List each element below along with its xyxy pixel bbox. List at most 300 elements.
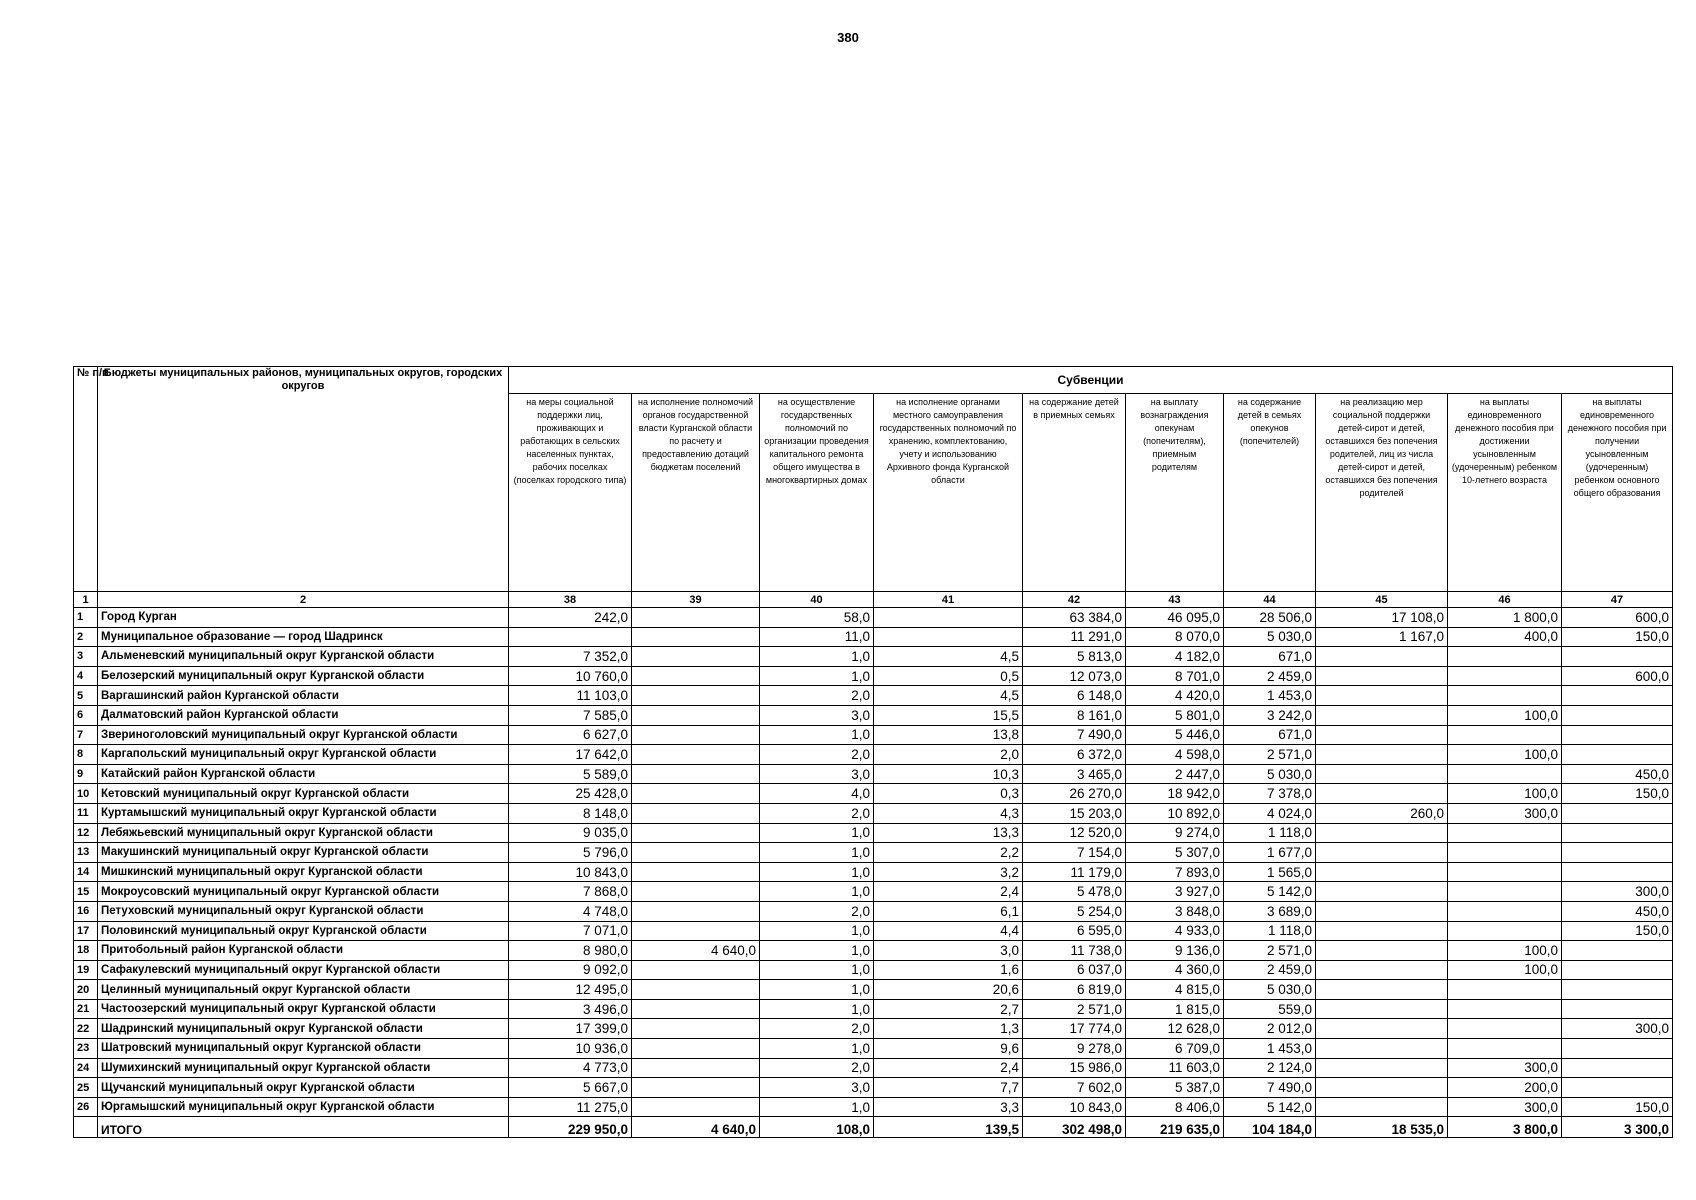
row-number: 8 xyxy=(74,745,98,765)
municipality-name: Петуховский муниципальный округ Курганской области xyxy=(98,901,509,921)
value-cell: 3 927,0 xyxy=(1126,882,1224,902)
municipality-name: Шатровский муниципальный округ Курганской области xyxy=(98,1039,509,1059)
value-cell: 26 270,0 xyxy=(1023,784,1126,804)
table-row xyxy=(74,725,1673,745)
value-cell: 3 242,0 xyxy=(1224,705,1316,725)
value-cell xyxy=(1316,1058,1448,1078)
table-row xyxy=(74,627,1673,647)
value-cell: 100,0 xyxy=(1448,745,1562,765)
row-number: 18 xyxy=(74,941,98,961)
row-number: 5 xyxy=(74,686,98,706)
value-cell: 12 495,0 xyxy=(509,980,632,1000)
table-row xyxy=(74,1058,1673,1078)
value-cell: 46 095,0 xyxy=(1126,608,1224,628)
value-cell xyxy=(632,843,760,863)
value-cell: 28 506,0 xyxy=(1224,608,1316,628)
value-cell xyxy=(874,627,1023,647)
total-value-cell: 4 640,0 xyxy=(632,1117,760,1138)
value-cell: 4,4 xyxy=(874,921,1023,941)
value-cell: 5 030,0 xyxy=(1224,627,1316,647)
value-cell: 150,0 xyxy=(1562,784,1673,804)
value-cell: 8 070,0 xyxy=(1126,627,1224,647)
subventions-table xyxy=(73,366,1673,1138)
value-cell: 4,5 xyxy=(874,647,1023,667)
value-cell: 2,0 xyxy=(760,1019,874,1039)
value-cell: 1 118,0 xyxy=(1224,823,1316,843)
municipality-name: Мишкинский муниципальный округ Курганской области xyxy=(98,862,509,882)
value-cell: 4 748,0 xyxy=(509,901,632,921)
table-row xyxy=(74,1097,1673,1117)
value-cell: 300,0 xyxy=(1448,1058,1562,1078)
value-cell: 13,8 xyxy=(874,725,1023,745)
value-cell xyxy=(1316,647,1448,667)
value-cell: 1 453,0 xyxy=(1224,1039,1316,1059)
total-value-cell: 229 950,0 xyxy=(509,1117,632,1138)
value-cell: 4 933,0 xyxy=(1126,921,1224,941)
value-cell: 6 627,0 xyxy=(509,725,632,745)
value-cell xyxy=(1562,1058,1673,1078)
value-cell xyxy=(632,921,760,941)
row-number: 15 xyxy=(74,882,98,902)
total-label: ИТОГО xyxy=(98,1117,509,1138)
value-cell xyxy=(632,745,760,765)
value-cell: 1 167,0 xyxy=(1316,627,1448,647)
value-cell xyxy=(1316,901,1448,921)
value-cell: 10,3 xyxy=(874,764,1023,784)
value-cell xyxy=(1448,921,1562,941)
municipality-name: Половинский муниципальный округ Курганской области xyxy=(98,921,509,941)
total-row xyxy=(74,1117,1673,1138)
value-cell xyxy=(1316,862,1448,882)
value-cell: 11 103,0 xyxy=(509,686,632,706)
municipality-name: Притобольный район Курганской области xyxy=(98,941,509,961)
value-cell: 0,5 xyxy=(874,666,1023,686)
value-cell: 17 642,0 xyxy=(509,745,632,765)
value-cell: 7 071,0 xyxy=(509,921,632,941)
value-cell xyxy=(1448,862,1562,882)
value-cell: 1 453,0 xyxy=(1224,686,1316,706)
subventions-header: Субвенции xyxy=(509,367,1673,394)
value-cell: 3,0 xyxy=(760,705,874,725)
value-cell xyxy=(1316,941,1448,961)
column-header: на реализацию мер социальной поддержки детей-сирот и детей, оставшихся без попечения родителей, лиц из числа детей-сирот и детей, оставшихся без попечения родителей xyxy=(1316,394,1448,592)
value-cell: 2 571,0 xyxy=(1224,941,1316,961)
table-row xyxy=(74,745,1673,765)
value-cell: 2,0 xyxy=(760,1058,874,1078)
table-row xyxy=(74,960,1673,980)
table-row xyxy=(74,1078,1673,1098)
value-cell: 1,0 xyxy=(760,862,874,882)
value-cell: 10 760,0 xyxy=(509,666,632,686)
header-row-top xyxy=(74,367,1673,394)
value-cell: 18 942,0 xyxy=(1126,784,1224,804)
value-cell: 4,0 xyxy=(760,784,874,804)
value-cell: 20,6 xyxy=(874,980,1023,1000)
value-cell xyxy=(1316,1078,1448,1098)
value-cell xyxy=(1316,843,1448,863)
value-cell: 200,0 xyxy=(1448,1078,1562,1098)
value-cell: 8 701,0 xyxy=(1126,666,1224,686)
column-index-cell: 47 xyxy=(1562,592,1673,608)
row-number: 7 xyxy=(74,725,98,745)
table-row xyxy=(74,1039,1673,1059)
value-cell xyxy=(1316,666,1448,686)
column-index-cell: 45 xyxy=(1316,592,1448,608)
value-cell: 5 030,0 xyxy=(1224,980,1316,1000)
value-cell xyxy=(1562,999,1673,1019)
value-cell: 9,6 xyxy=(874,1039,1023,1059)
value-cell: 4,5 xyxy=(874,686,1023,706)
value-cell xyxy=(1562,823,1673,843)
value-cell xyxy=(632,960,760,980)
value-cell: 150,0 xyxy=(1562,921,1673,941)
value-cell: 5 446,0 xyxy=(1126,725,1224,745)
value-cell: 1,0 xyxy=(760,843,874,863)
value-cell: 100,0 xyxy=(1448,941,1562,961)
municipality-name: Варгашинский район Курганской области xyxy=(98,686,509,706)
value-cell: 8 980,0 xyxy=(509,941,632,961)
value-cell: 1,0 xyxy=(760,647,874,667)
municipality-name: Белозерский муниципальный округ Курганской области xyxy=(98,666,509,686)
total-empty-cell xyxy=(74,1117,98,1138)
row-number: 1 xyxy=(74,608,98,628)
value-cell xyxy=(1562,705,1673,725)
value-cell: 11 738,0 xyxy=(1023,941,1126,961)
value-cell xyxy=(1562,941,1673,961)
value-cell: 600,0 xyxy=(1562,666,1673,686)
value-cell: 2 124,0 xyxy=(1224,1058,1316,1078)
value-cell xyxy=(1448,999,1562,1019)
value-cell xyxy=(1316,784,1448,804)
value-cell: 6,1 xyxy=(874,901,1023,921)
column-header: на содержание детей в семьях опекунов (попечителей) xyxy=(1224,394,1316,592)
value-cell: 1,0 xyxy=(760,1039,874,1059)
value-cell xyxy=(632,1039,760,1059)
value-cell xyxy=(1562,686,1673,706)
column-index-cell: 41 xyxy=(874,592,1023,608)
value-cell: 1,0 xyxy=(760,1097,874,1117)
value-cell: 2,2 xyxy=(874,843,1023,863)
value-cell: 4 182,0 xyxy=(1126,647,1224,667)
value-cell: 5 667,0 xyxy=(509,1078,632,1098)
value-cell xyxy=(509,627,632,647)
value-cell xyxy=(1448,1039,1562,1059)
value-cell xyxy=(632,901,760,921)
value-cell xyxy=(632,647,760,667)
table-row xyxy=(74,980,1673,1000)
value-cell: 2,4 xyxy=(874,882,1023,902)
total-value-cell: 104 184,0 xyxy=(1224,1117,1316,1138)
value-cell: 260,0 xyxy=(1316,803,1448,823)
value-cell: 2,7 xyxy=(874,999,1023,1019)
value-cell xyxy=(1316,823,1448,843)
value-cell: 3,0 xyxy=(874,941,1023,961)
page-number: 380 xyxy=(837,30,859,45)
table-row xyxy=(74,999,1673,1019)
value-cell: 4 420,0 xyxy=(1126,686,1224,706)
value-cell: 9 278,0 xyxy=(1023,1039,1126,1059)
value-cell xyxy=(632,608,760,628)
value-cell: 7 602,0 xyxy=(1023,1078,1126,1098)
row-number: 25 xyxy=(74,1078,98,1098)
value-cell: 7 378,0 xyxy=(1224,784,1316,804)
value-cell: 671,0 xyxy=(1224,647,1316,667)
value-cell xyxy=(1316,725,1448,745)
municipality-name: Сафакулевский муниципальный округ Курганской области xyxy=(98,960,509,980)
value-cell: 1 800,0 xyxy=(1448,608,1562,628)
value-cell: 63 384,0 xyxy=(1023,608,1126,628)
value-cell: 559,0 xyxy=(1224,999,1316,1019)
value-cell: 1 565,0 xyxy=(1224,862,1316,882)
value-cell xyxy=(1448,843,1562,863)
municipality-name: Мокроусовский муниципальный округ Курганской области xyxy=(98,882,509,902)
municipality-name: Целинный муниципальный округ Курганской области xyxy=(98,980,509,1000)
value-cell xyxy=(632,882,760,902)
value-cell: 4 815,0 xyxy=(1126,980,1224,1000)
value-cell: 2 012,0 xyxy=(1224,1019,1316,1039)
value-cell xyxy=(1448,725,1562,745)
row-number: 10 xyxy=(74,784,98,804)
municipality-name: Юргамышский муниципальный округ Курганской области xyxy=(98,1097,509,1117)
value-cell: 10 936,0 xyxy=(509,1039,632,1059)
value-cell: 6 148,0 xyxy=(1023,686,1126,706)
value-cell xyxy=(632,666,760,686)
value-cell: 300,0 xyxy=(1562,882,1673,902)
value-cell: 12 073,0 xyxy=(1023,666,1126,686)
row-number: 20 xyxy=(74,980,98,1000)
municipality-name: Катайский район Курганской области xyxy=(98,764,509,784)
value-cell xyxy=(1316,999,1448,1019)
column-index-cell: 38 xyxy=(509,592,632,608)
column-index-row xyxy=(74,592,1673,608)
row-number: 11 xyxy=(74,803,98,823)
value-cell xyxy=(1448,1019,1562,1039)
value-cell: 1 815,0 xyxy=(1126,999,1224,1019)
table-row xyxy=(74,784,1673,804)
value-cell: 2 459,0 xyxy=(1224,960,1316,980)
row-number: 19 xyxy=(74,960,98,980)
value-cell: 6 819,0 xyxy=(1023,980,1126,1000)
value-cell: 450,0 xyxy=(1562,764,1673,784)
value-cell: 3,2 xyxy=(874,862,1023,882)
num-column-header: № п/п xyxy=(74,367,98,592)
value-cell: 5 813,0 xyxy=(1023,647,1126,667)
municipality-name: Далматовский район Курганской области xyxy=(98,705,509,725)
column-index-cell: 1 xyxy=(74,592,98,608)
value-cell: 25 428,0 xyxy=(509,784,632,804)
value-cell: 7,7 xyxy=(874,1078,1023,1098)
municipality-name: Лебяжьевский муниципальный округ Курганской области xyxy=(98,823,509,843)
value-cell: 11 291,0 xyxy=(1023,627,1126,647)
column-header: на выплаты единовременного денежного пособия при получении усыновленным (удочеренным) ребенком основного общего образования xyxy=(1562,394,1673,592)
value-cell: 11 179,0 xyxy=(1023,862,1126,882)
value-cell: 15,5 xyxy=(874,705,1023,725)
value-cell xyxy=(632,1019,760,1039)
value-cell: 7 868,0 xyxy=(509,882,632,902)
value-cell xyxy=(1562,803,1673,823)
value-cell: 8 161,0 xyxy=(1023,705,1126,725)
value-cell: 1,0 xyxy=(760,960,874,980)
value-cell: 17 399,0 xyxy=(509,1019,632,1039)
table-row xyxy=(74,843,1673,863)
row-number: 9 xyxy=(74,764,98,784)
municipality-name: Каргапольский муниципальный округ Курганской области xyxy=(98,745,509,765)
value-cell xyxy=(632,764,760,784)
row-number: 6 xyxy=(74,705,98,725)
value-cell xyxy=(874,608,1023,628)
value-cell xyxy=(1562,843,1673,863)
total-value-cell: 3 800,0 xyxy=(1448,1117,1562,1138)
value-cell: 17 774,0 xyxy=(1023,1019,1126,1039)
municipality-name: Щучанский муниципальный округ Курганской области xyxy=(98,1078,509,1098)
column-index-cell: 44 xyxy=(1224,592,1316,608)
value-cell xyxy=(632,980,760,1000)
value-cell xyxy=(1448,823,1562,843)
value-cell xyxy=(1316,921,1448,941)
value-cell xyxy=(632,784,760,804)
value-cell: 9 136,0 xyxy=(1126,941,1224,961)
total-value-cell: 18 535,0 xyxy=(1316,1117,1448,1138)
row-number: 22 xyxy=(74,1019,98,1039)
value-cell: 100,0 xyxy=(1448,784,1562,804)
value-cell xyxy=(1448,666,1562,686)
value-cell: 10 843,0 xyxy=(509,862,632,882)
row-number: 3 xyxy=(74,647,98,667)
value-cell: 11 275,0 xyxy=(509,1097,632,1117)
value-cell: 4 024,0 xyxy=(1224,803,1316,823)
table-row xyxy=(74,1019,1673,1039)
value-cell: 7 490,0 xyxy=(1224,1078,1316,1098)
value-cell: 4 598,0 xyxy=(1126,745,1224,765)
value-cell: 1 118,0 xyxy=(1224,921,1316,941)
value-cell: 2 571,0 xyxy=(1224,745,1316,765)
value-cell xyxy=(1562,745,1673,765)
value-cell xyxy=(1448,980,1562,1000)
row-number: 16 xyxy=(74,901,98,921)
table-row xyxy=(74,764,1673,784)
value-cell xyxy=(1316,960,1448,980)
column-index-cell: 43 xyxy=(1126,592,1224,608)
value-cell: 100,0 xyxy=(1448,705,1562,725)
value-cell: 9 274,0 xyxy=(1126,823,1224,843)
value-cell: 7 352,0 xyxy=(509,647,632,667)
value-cell: 1,0 xyxy=(760,980,874,1000)
value-cell xyxy=(1316,882,1448,902)
value-cell: 7 893,0 xyxy=(1126,862,1224,882)
column-header: на исполнение полномочий органов государственной власти Курганской области по расчету и предоставлению дотаций бюджетам поселений xyxy=(632,394,760,592)
municipality-name: Кетовский муниципальный округ Курганской области xyxy=(98,784,509,804)
total-value-cell: 3 300,0 xyxy=(1562,1117,1673,1138)
value-cell: 3 496,0 xyxy=(509,999,632,1019)
row-number: 23 xyxy=(74,1039,98,1059)
value-cell xyxy=(632,803,760,823)
row-number: 4 xyxy=(74,666,98,686)
value-cell xyxy=(632,627,760,647)
value-cell: 1,3 xyxy=(874,1019,1023,1039)
table-row xyxy=(74,901,1673,921)
value-cell xyxy=(1448,882,1562,902)
row-number: 2 xyxy=(74,627,98,647)
value-cell: 4 773,0 xyxy=(509,1058,632,1078)
value-cell: 5 478,0 xyxy=(1023,882,1126,902)
value-cell: 300,0 xyxy=(1562,1019,1673,1039)
value-cell: 6 037,0 xyxy=(1023,960,1126,980)
column-header: на меры социальной поддержки лиц, проживающих и работающих в сельских населенных пунктах, рабочих поселках (поселках городского типа) xyxy=(509,394,632,592)
value-cell xyxy=(1448,686,1562,706)
value-cell: 13,3 xyxy=(874,823,1023,843)
value-cell: 1,0 xyxy=(760,999,874,1019)
row-number: 17 xyxy=(74,921,98,941)
value-cell: 4 360,0 xyxy=(1126,960,1224,980)
value-cell xyxy=(1448,647,1562,667)
value-cell: 3 689,0 xyxy=(1224,901,1316,921)
column-header: на выплаты единовременного денежного пособия при достижении усыновленным (удочеренным) ребенком 10-летнего возраста xyxy=(1448,394,1562,592)
value-cell: 7 490,0 xyxy=(1023,725,1126,745)
value-cell: 2 459,0 xyxy=(1224,666,1316,686)
value-cell: 300,0 xyxy=(1448,1097,1562,1117)
value-cell: 2 447,0 xyxy=(1126,764,1224,784)
value-cell xyxy=(632,686,760,706)
value-cell: 5 801,0 xyxy=(1126,705,1224,725)
row-number: 13 xyxy=(74,843,98,863)
value-cell xyxy=(1316,686,1448,706)
name-column-header: Бюджеты муниципальных районов, муниципальных округов, городских округов xyxy=(98,367,509,592)
municipality-name: Шадринский муниципальный округ Курганской области xyxy=(98,1019,509,1039)
table-row xyxy=(74,941,1673,961)
value-cell: 2,0 xyxy=(760,745,874,765)
value-cell: 300,0 xyxy=(1448,803,1562,823)
value-cell xyxy=(1562,980,1673,1000)
value-cell: 3,3 xyxy=(874,1097,1023,1117)
value-cell: 6 595,0 xyxy=(1023,921,1126,941)
municipality-name: Звериноголовский муниципальный округ Курганской области xyxy=(98,725,509,745)
value-cell xyxy=(1562,960,1673,980)
table-row xyxy=(74,882,1673,902)
value-cell: 400,0 xyxy=(1448,627,1562,647)
value-cell: 1,0 xyxy=(760,921,874,941)
row-number: 12 xyxy=(74,823,98,843)
column-header: на осуществление государственных полномочий по организации проведения капитального ремонта общего имущества в многоквартирных домах xyxy=(760,394,874,592)
value-cell xyxy=(1316,764,1448,784)
value-cell: 10 892,0 xyxy=(1126,803,1224,823)
column-header: на содержание детей в приемных семьях xyxy=(1023,394,1126,592)
value-cell xyxy=(1316,980,1448,1000)
value-cell: 1,0 xyxy=(760,725,874,745)
municipality-name: Куртамышский муниципальный округ Курганской области xyxy=(98,803,509,823)
column-header: на исполнение органами местного самоуправления государственных полномочий по хранению, комплектованию, учету и использованию Архивного фонда Курганской области xyxy=(874,394,1023,592)
value-cell xyxy=(1562,647,1673,667)
municipality-name: Частоозерский муниципальный округ Курганской области xyxy=(98,999,509,1019)
value-cell xyxy=(632,1058,760,1078)
table-row xyxy=(74,823,1673,843)
value-cell: 10 843,0 xyxy=(1023,1097,1126,1117)
value-cell: 4 640,0 xyxy=(632,941,760,961)
value-cell: 1 677,0 xyxy=(1224,843,1316,863)
value-cell: 242,0 xyxy=(509,608,632,628)
value-cell: 600,0 xyxy=(1562,608,1673,628)
value-cell xyxy=(1316,745,1448,765)
value-cell: 5 307,0 xyxy=(1126,843,1224,863)
column-index-cell: 39 xyxy=(632,592,760,608)
row-number: 14 xyxy=(74,862,98,882)
value-cell: 3,0 xyxy=(760,1078,874,1098)
municipality-name: Альменевский муниципальный округ Курганской области xyxy=(98,647,509,667)
value-cell: 9 092,0 xyxy=(509,960,632,980)
value-cell: 3,0 xyxy=(760,764,874,784)
value-cell xyxy=(632,1078,760,1098)
table-row xyxy=(74,803,1673,823)
value-cell: 1,0 xyxy=(760,941,874,961)
